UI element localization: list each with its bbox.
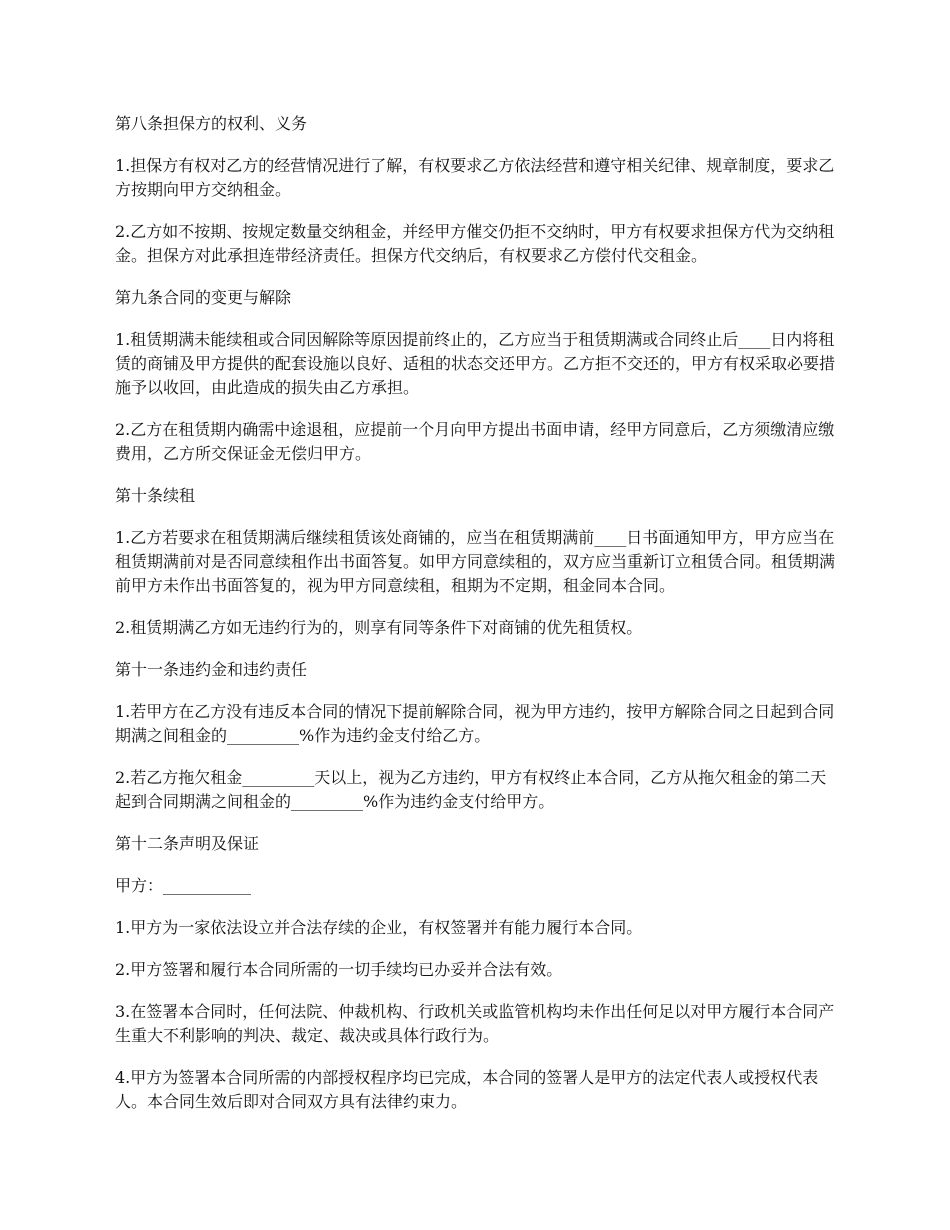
clause-10-2: 2.租赁期满乙方如无违约行为的，则享有同等条件下对商铺的优先租赁权。 bbox=[115, 618, 643, 637]
section-heading-12: 第十二条声明及保证 bbox=[115, 834, 260, 853]
section-heading-10: 第十条续租 bbox=[115, 486, 196, 505]
clause-8-1: 1.担保方有权对乙方的经营情况进行了解，有权要求乙方依法经营和遵守相关纪律、规章制度，要求乙方按期向甲方交纳租金。 bbox=[115, 156, 835, 199]
clause-11-1: 1.若甲方在乙方没有违反本合同的情况下提前解除合同，视为甲方违约，按甲方解除合同之日起到合同期满之间租金的_________%作为违约金支付给乙方。 bbox=[115, 702, 835, 745]
clause-12-4: 4.甲方为签署本合同所需的内部授权程序均已完成，本合同的签署人是甲方的法定代表人或授权代表人。本合同生效后即对合同双方具有法律约束力。 bbox=[115, 1068, 819, 1111]
clause-11-2: 2.若乙方拖欠租金_________天以上，视为乙方违约，甲方有权终止本合同，乙方从拖欠租金的第二天起到合同期满之间租金的_________%作为违约金支付给甲方。 bbox=[115, 768, 827, 811]
party-a-line: 甲方：___________ bbox=[115, 876, 252, 895]
clause-10-1: 1.乙方若要求在租赁期满后继续租赁该处商铺的，应当在租赁期满前____日书面通知甲方，甲方应当在租赁期满前对是否同意续租作出书面答复。如甲方同意续租的，双方应当重新订立租赁合同。租赁期满前甲方未作出书面答复的，视为甲方同意续租，租期为不定期，租金同本合同。 bbox=[115, 528, 836, 595]
clause-8-2: 2.乙方如不按期、按规定数量交纳租金，并经甲方催交仍拒不交纳时，甲方有权要求担保方代为交纳租金。担保方对此承担连带经济责任。担保方代交纳后，有权要求乙方偿付代交租金。 bbox=[115, 222, 835, 265]
section-heading-8: 第八条担保方的权利、义务 bbox=[115, 114, 308, 133]
document-page bbox=[115, 112, 837, 1132]
clause-12-1: 1.甲方为一家依法设立并合法存续的企业，有权签署并有能力履行本合同。 bbox=[115, 918, 643, 937]
clause-12-2: 2.甲方签署和履行本合同所需的一切手续均已办妥并合法有效。 bbox=[115, 960, 563, 979]
clause-9-2: 2.乙方在租赁期内确需中途退租，应提前一个月向甲方提出书面申请，经甲方同意后，乙方须缴清应缴费用，乙方所交保证金无偿归甲方。 bbox=[115, 420, 835, 463]
clause-12-3: 3.在签署本合同时，任何法院、仲裁机构、行政机关或监管机构均未作出任何足以对甲方履行本合同产生重大不利影响的判决、裁定、裁决或具体行政行为。 bbox=[115, 1002, 835, 1045]
clause-9-1: 1.租赁期满未能续租或合同因解除等原因提前终止的，乙方应当于租赁期满或合同终止后____日内将租赁的商铺及甲方提供的配套设施以良好、适租的状态交还甲方。乙方拒不交还的，甲方有权采取必要措施予以收回，由此造成的损失由乙方承担。 bbox=[115, 330, 836, 397]
section-heading-11: 第十一条违约金和违约责任 bbox=[115, 660, 308, 679]
section-heading-9: 第九条合同的变更与解除 bbox=[115, 288, 292, 307]
